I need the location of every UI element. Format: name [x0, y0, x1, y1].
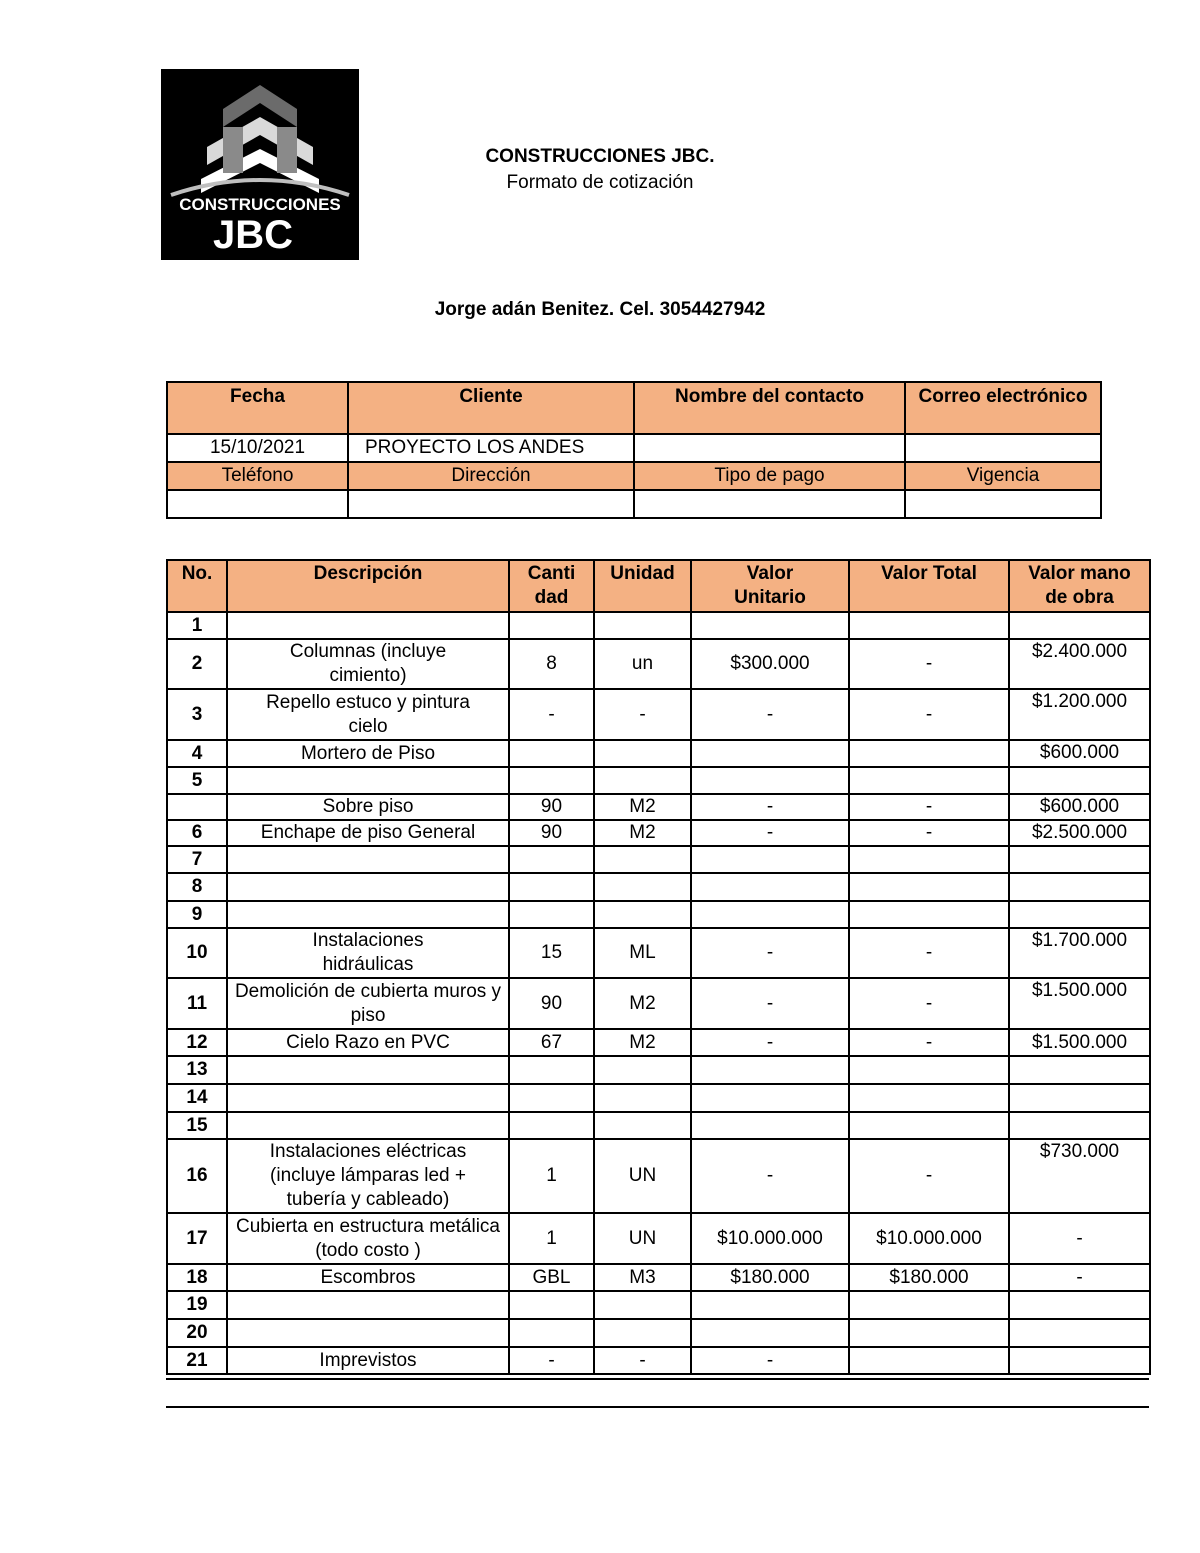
header-no: No. — [167, 560, 227, 612]
row-unidad: M2 — [594, 820, 691, 846]
header-tipo-pago: Tipo de pago — [634, 462, 905, 490]
row-descripcion: Escombros — [227, 1264, 509, 1291]
divider-line — [166, 1406, 1149, 1408]
row-unidad — [594, 1056, 691, 1084]
row-unidad: M2 — [594, 794, 691, 820]
row-no: 8 — [167, 873, 227, 901]
row-valor-unitario: - — [691, 1029, 849, 1056]
row-cantidad: 90 — [509, 978, 594, 1029]
row-no — [167, 794, 227, 820]
row-valor-mano-obra: $600.000 — [1009, 794, 1150, 820]
row-valor-unitario — [691, 1084, 849, 1112]
table-row — [167, 1084, 1150, 1112]
row-descripcion — [227, 1084, 509, 1112]
row-valor-unitario — [691, 767, 849, 794]
row-valor-unitario: - — [691, 689, 849, 740]
row-unidad — [594, 1084, 691, 1112]
row-unidad: - — [594, 689, 691, 740]
row-unidad: UN — [594, 1139, 691, 1213]
row-valor-mano-obra — [1009, 767, 1150, 794]
row-valor-mano-obra: $1.500.000 — [1009, 978, 1150, 1029]
header-correo: Correo electrónico — [905, 382, 1101, 434]
table-row — [167, 901, 1150, 928]
row-valor-total — [849, 740, 1009, 767]
table-row — [167, 873, 1150, 901]
table-row — [167, 1139, 1150, 1213]
row-valor-total — [849, 1319, 1009, 1347]
row-cantidad: 67 — [509, 1029, 594, 1056]
row-valor-total: - — [849, 794, 1009, 820]
row-cantidad — [509, 1319, 594, 1347]
row-no: 17 — [167, 1213, 227, 1264]
row-descripcion — [227, 1056, 509, 1084]
value-cliente: PROYECTO LOS ANDES — [348, 434, 634, 462]
document-subtitle: Formato de cotización — [506, 172, 694, 193]
logo-text-construcciones: CONSTRUCCIONES — [179, 195, 341, 214]
quotation-items-table — [166, 559, 1151, 1375]
row-cantidad — [509, 1112, 594, 1139]
row-unidad: ML — [594, 928, 691, 978]
row-cantidad — [509, 1056, 594, 1084]
row-valor-mano-obra: $2.500.000 — [1009, 820, 1150, 846]
row-valor-unitario: $300.000 — [691, 639, 849, 689]
logo-text-jbc: JBC — [212, 213, 294, 257]
row-cantidad: 8 — [509, 639, 594, 689]
row-no: 3 — [167, 689, 227, 740]
row-valor-unitario — [691, 1319, 849, 1347]
row-valor-mano-obra — [1009, 1056, 1150, 1084]
table-row — [167, 1112, 1150, 1139]
divider-line — [166, 1378, 1149, 1380]
row-descripcion: Columnas (incluye cimiento) — [227, 639, 509, 689]
row-valor-mano-obra: $1.700.000 — [1009, 928, 1150, 978]
row-descripcion: Repello estuco y pintura cielo — [227, 689, 509, 740]
row-valor-total — [849, 846, 1009, 873]
table-row — [167, 767, 1150, 794]
row-unidad — [594, 740, 691, 767]
row-valor-total: - — [849, 1139, 1009, 1213]
row-valor-mano-obra — [1009, 612, 1150, 639]
row-descripcion — [227, 901, 509, 928]
table-row — [167, 740, 1150, 767]
company-title: CONSTRUCCIONES JBC. — [485, 146, 715, 167]
value-nombre-contacto — [634, 434, 905, 462]
row-valor-total: - — [849, 639, 1009, 689]
row-no: 9 — [167, 901, 227, 928]
header-descripcion: Descripción — [227, 560, 509, 612]
row-unidad — [594, 846, 691, 873]
row-descripcion — [227, 767, 509, 794]
row-descripcion — [227, 846, 509, 873]
row-no: 10 — [167, 928, 227, 978]
row-valor-unitario: - — [691, 1347, 849, 1374]
row-valor-mano-obra — [1009, 1084, 1150, 1112]
row-valor-mano-obra: $600.000 — [1009, 740, 1150, 767]
table-row — [167, 1291, 1150, 1319]
items-header-row — [167, 560, 1150, 612]
header-vigencia: Vigencia — [905, 462, 1101, 490]
row-unidad: un — [594, 639, 691, 689]
row-unidad: - — [594, 1347, 691, 1374]
row-cantidad — [509, 846, 594, 873]
row-valor-total: $10.000.000 — [849, 1213, 1009, 1264]
row-unidad — [594, 1319, 691, 1347]
row-valor-mano-obra: $1.200.000 — [1009, 689, 1150, 740]
row-valor-unitario: $180.000 — [691, 1264, 849, 1291]
table-row — [167, 794, 1150, 820]
row-descripcion: Cielo Razo en PVC — [227, 1029, 509, 1056]
row-no: 18 — [167, 1264, 227, 1291]
row-cantidad: GBL — [509, 1264, 594, 1291]
row-cantidad: 1 — [509, 1139, 594, 1213]
row-valor-total — [849, 612, 1009, 639]
header-fecha: Fecha — [167, 382, 348, 434]
row-valor-unitario: - — [691, 820, 849, 846]
row-descripcion: Instalaciones eléctricas (incluye lámparas led + tubería y cableado) — [227, 1139, 509, 1213]
row-valor-total: - — [849, 928, 1009, 978]
row-valor-unitario: $10.000.000 — [691, 1213, 849, 1264]
row-valor-mano-obra — [1009, 1112, 1150, 1139]
header-cliente: Cliente — [348, 382, 634, 434]
row-cantidad — [509, 901, 594, 928]
table-row — [167, 689, 1150, 740]
row-valor-unitario — [691, 901, 849, 928]
row-valor-total — [849, 1347, 1009, 1374]
row-descripcion: Instalaciones hidráulicas — [227, 928, 509, 978]
row-unidad — [594, 612, 691, 639]
header-valor-total: Valor Total — [849, 560, 1009, 612]
row-valor-total: - — [849, 820, 1009, 846]
row-unidad: M3 — [594, 1264, 691, 1291]
row-valor-total — [849, 901, 1009, 928]
table-row — [167, 1029, 1150, 1056]
row-valor-total — [849, 1084, 1009, 1112]
row-unidad: M2 — [594, 978, 691, 1029]
row-no: 20 — [167, 1319, 227, 1347]
table-row — [167, 1056, 1150, 1084]
company-logo — [161, 69, 359, 260]
row-descripcion: Imprevistos — [227, 1347, 509, 1374]
header-valor-mano-obra: Valor mano de obra — [1009, 560, 1150, 612]
row-no: 15 — [167, 1112, 227, 1139]
row-valor-mano-obra — [1009, 1347, 1150, 1374]
row-valor-mano-obra: - — [1009, 1264, 1150, 1291]
row-valor-unitario — [691, 1056, 849, 1084]
row-cantidad: 1 — [509, 1213, 594, 1264]
row-valor-unitario: - — [691, 928, 849, 978]
row-no: 16 — [167, 1139, 227, 1213]
value-vigencia — [905, 490, 1101, 518]
row-valor-total — [849, 1056, 1009, 1084]
row-valor-mano-obra: $1.500.000 — [1009, 1029, 1150, 1056]
value-tipo-pago — [634, 490, 905, 518]
row-cantidad — [509, 767, 594, 794]
table-row — [167, 846, 1150, 873]
row-valor-total — [849, 1291, 1009, 1319]
row-valor-mano-obra — [1009, 1291, 1150, 1319]
header-nombre-contacto: Nombre del contacto — [634, 382, 905, 434]
row-no: 1 — [167, 612, 227, 639]
row-valor-mano-obra — [1009, 846, 1150, 873]
row-no: 11 — [167, 978, 227, 1029]
header-telefono: Teléfono — [167, 462, 348, 490]
row-descripcion — [227, 612, 509, 639]
row-no: 19 — [167, 1291, 227, 1319]
row-cantidad — [509, 1084, 594, 1112]
row-valor-unitario — [691, 846, 849, 873]
row-descripcion: Mortero de Piso — [227, 740, 509, 767]
client-info-table — [166, 381, 1102, 519]
value-telefono — [167, 490, 348, 518]
row-no: 2 — [167, 639, 227, 689]
row-unidad — [594, 1291, 691, 1319]
row-no: 4 — [167, 740, 227, 767]
row-valor-unitario: - — [691, 794, 849, 820]
row-valor-mano-obra: $730.000 — [1009, 1139, 1150, 1213]
row-descripcion — [227, 1112, 509, 1139]
row-valor-unitario — [691, 1291, 849, 1319]
row-unidad — [594, 1112, 691, 1139]
row-valor-unitario: - — [691, 1139, 849, 1213]
row-cantidad — [509, 873, 594, 901]
row-no: 5 — [167, 767, 227, 794]
row-valor-unitario — [691, 873, 849, 901]
row-cantidad: - — [509, 689, 594, 740]
row-descripcion — [227, 1291, 509, 1319]
table-row — [167, 639, 1150, 689]
row-valor-mano-obra — [1009, 873, 1150, 901]
row-valor-unitario — [691, 612, 849, 639]
contact-line: Jorge adán Benitez. Cel. 3054427942 — [434, 299, 766, 320]
row-unidad: UN — [594, 1213, 691, 1264]
row-no: 13 — [167, 1056, 227, 1084]
row-valor-total: - — [849, 1029, 1009, 1056]
row-descripcion — [227, 873, 509, 901]
table-row — [167, 1347, 1150, 1374]
table-row — [167, 820, 1150, 846]
table-row — [167, 978, 1150, 1029]
header-unidad: Unidad — [594, 560, 691, 612]
row-valor-total — [849, 873, 1009, 901]
table-row — [167, 928, 1150, 978]
row-valor-unitario — [691, 1112, 849, 1139]
row-no: 7 — [167, 846, 227, 873]
row-valor-unitario: - — [691, 978, 849, 1029]
row-descripcion: Cubierta en estructura metálica (todo costo ) — [227, 1213, 509, 1264]
header-direccion: Dirección — [348, 462, 634, 490]
row-cantidad: 15 — [509, 928, 594, 978]
table-row — [167, 1264, 1150, 1291]
row-cantidad: - — [509, 1347, 594, 1374]
row-no: 12 — [167, 1029, 227, 1056]
value-fecha: 15/10/2021 — [167, 434, 348, 462]
row-valor-total: - — [849, 689, 1009, 740]
row-valor-mano-obra: $2.400.000 — [1009, 639, 1150, 689]
row-valor-mano-obra — [1009, 901, 1150, 928]
table-row — [167, 1319, 1150, 1347]
value-direccion — [348, 490, 634, 518]
row-unidad — [594, 767, 691, 794]
row-valor-total — [849, 1112, 1009, 1139]
row-no: 6 — [167, 820, 227, 846]
row-unidad: M2 — [594, 1029, 691, 1056]
header-cantidad: Canti dad — [509, 560, 594, 612]
row-cantidad — [509, 612, 594, 639]
row-valor-total: $180.000 — [849, 1264, 1009, 1291]
row-valor-mano-obra — [1009, 1319, 1150, 1347]
row-cantidad: 90 — [509, 794, 594, 820]
row-cantidad: 90 — [509, 820, 594, 846]
row-unidad — [594, 873, 691, 901]
row-valor-unitario — [691, 740, 849, 767]
row-descripcion: Sobre piso — [227, 794, 509, 820]
row-valor-mano-obra: - — [1009, 1213, 1150, 1264]
table-row — [167, 1213, 1150, 1264]
row-no: 21 — [167, 1347, 227, 1374]
row-descripcion — [227, 1319, 509, 1347]
row-descripcion: Demolición de cubierta muros y piso — [227, 978, 509, 1029]
header-valor-unitario: Valor Unitario — [691, 560, 849, 612]
row-cantidad — [509, 740, 594, 767]
value-correo — [905, 434, 1101, 462]
row-cantidad — [509, 1291, 594, 1319]
table-row — [167, 612, 1150, 639]
row-valor-total — [849, 767, 1009, 794]
row-no: 14 — [167, 1084, 227, 1112]
row-descripcion: Enchape de piso General — [227, 820, 509, 846]
row-unidad — [594, 901, 691, 928]
row-valor-total: - — [849, 978, 1009, 1029]
